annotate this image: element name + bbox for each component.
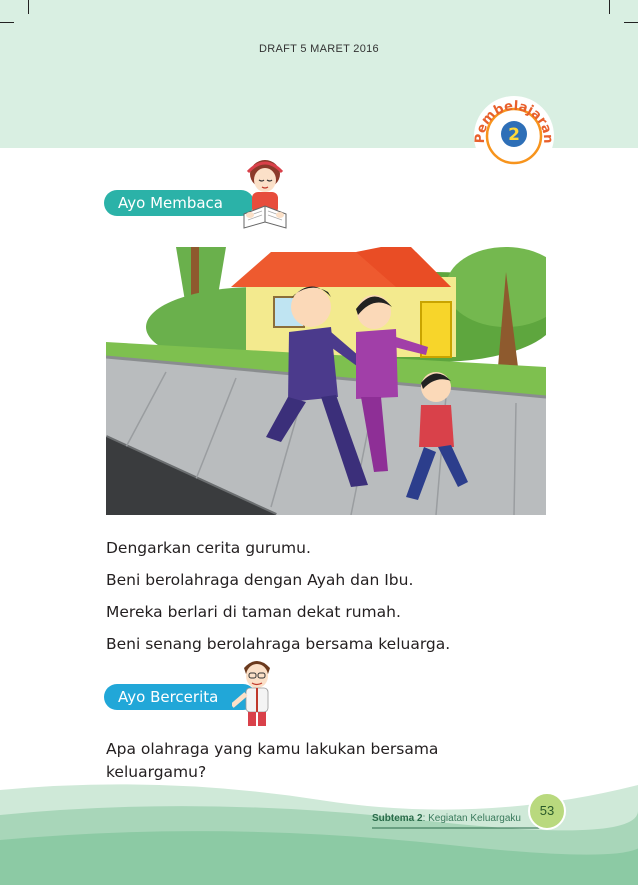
pembelajaran-badge <box>472 94 556 178</box>
discussion-question: Apa olahraga yang kamu lakukan bersama keluargamu? <box>106 740 439 781</box>
page-number: 53 <box>528 792 566 830</box>
section-label-bercerita: Ayo Bercerita <box>104 684 256 710</box>
section-label-membaca: Ayo Membaca <box>104 190 254 216</box>
draft-label: DRAFT 5 MARET 2016 <box>259 43 379 55</box>
crop-mark <box>28 0 29 14</box>
story-line: Beni berolahraga dengan Ayah dan Ibu. <box>106 571 414 589</box>
subtema-title: : Kegiatan Keluargaku <box>422 813 521 824</box>
crop-mark <box>624 22 638 23</box>
badge-number: 2 <box>508 125 520 145</box>
badge-word: Pembelajaran <box>472 98 556 144</box>
family-running-illustration <box>106 247 546 515</box>
subtema-footer <box>372 813 521 824</box>
crop-mark <box>609 0 610 14</box>
subtema-bold: Subtema 2 <box>372 813 423 824</box>
teacher-illustration <box>232 656 282 728</box>
story-line: Mereka berlari di taman dekat rumah. <box>106 603 401 621</box>
crop-mark <box>0 22 14 23</box>
story-line: Dengarkan cerita gurumu. <box>106 539 311 557</box>
story-line: Beni senang berolahraga bersama keluarga. <box>106 635 451 653</box>
story-text <box>106 538 536 666</box>
reading-girl-illustration <box>240 158 290 234</box>
